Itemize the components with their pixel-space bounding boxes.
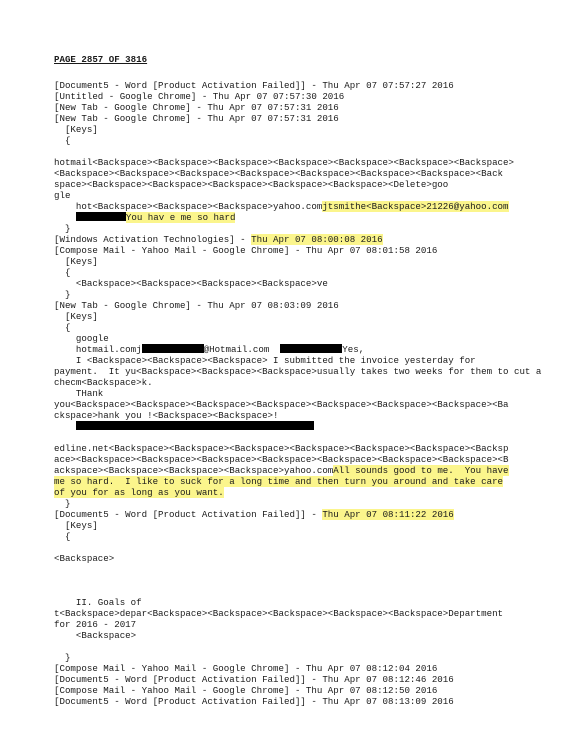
log-text: [Compose Mail - Yahoo Mail - Google Chrome] - Thu Apr 07 08:12:50 2016: [54, 685, 438, 696]
log-line: [54, 311, 98, 322]
log-text: {: [54, 531, 71, 542]
log-text: checm<Backspace>k.: [54, 377, 153, 388]
log-text: [New Tab - Google Chrome] - Thu Apr 07 08:03:09 2016: [54, 300, 339, 311]
log-line: [54, 333, 109, 344]
log-line: [54, 234, 383, 245]
highlighted-text: me so hard. I like to suck for a long time and then turn you around and take care: [54, 476, 504, 487]
log-text: space><Backspace><Backspace><Backspace><Backspace><Backspace><Delete>goo: [54, 179, 449, 190]
log-line: [54, 80, 454, 91]
highlighted-text: You hav e me so hard: [125, 212, 236, 223]
log-text: {: [54, 322, 71, 333]
log-text: }: [54, 289, 71, 300]
log-line: [54, 278, 328, 289]
redaction-bar: [76, 421, 314, 430]
log-text: [Keys]: [54, 124, 98, 135]
log-text: t<Backspace>depar<Backspace><Backspace><Backspace><Backspace><Backspace>Department: [54, 608, 504, 619]
log-line: [54, 531, 70, 542]
log-line: [54, 289, 70, 300]
log-line: [54, 223, 70, 234]
log-text: [New Tab - Google Chrome] - Thu Apr 07 07:57:31 2016: [54, 113, 339, 124]
log-text: for 2016 - 2017: [54, 619, 137, 630]
log-line: [54, 113, 339, 124]
log-text: I <Backspace><Backspace><Backspace> I submitted the invoice yesterday for: [54, 355, 476, 366]
log-text: ackspace><Backspace><Backspace><Backspace>yahoo.com: [54, 465, 334, 476]
log-line: [54, 608, 503, 619]
log-line: [54, 124, 98, 135]
log-line: [54, 212, 235, 223]
log-line: [54, 509, 454, 520]
log-text: [Keys]: [54, 256, 98, 267]
log-line: [54, 597, 142, 608]
log-text: payment. It yu<Backspace><Backspace><Backspace>usually takes two weeks for them to cut a: [54, 366, 542, 377]
log-line: [54, 619, 136, 630]
log-text: <Backspace>: [54, 630, 137, 641]
log-line: [54, 322, 70, 333]
log-line: [54, 630, 136, 641]
highlighted-text: All sounds good to me. You have: [333, 465, 509, 476]
log-text: edline.net<Backspace><Backspace><Backspace><Backspace><Backspace><Backspace><Backsp: [54, 443, 509, 454]
log-text: [Untitled - Google Chrome] - Thu Apr 07 07:57:30 2016: [54, 91, 345, 102]
log-text: hotmail.comj: [54, 344, 142, 355]
log-line: [54, 443, 509, 454]
log-text: google: [54, 333, 109, 344]
log-line: [54, 685, 437, 696]
log-text: {: [54, 135, 71, 146]
highlighted-text: jtsmithe<Backspace>21226@yahoo.com: [322, 201, 509, 212]
log-text: @Hotmail.com: [203, 344, 281, 355]
log-line: [54, 487, 224, 498]
log-text: [54, 421, 76, 432]
log-line: [54, 454, 509, 465]
log-line: [54, 300, 339, 311]
log-text: }: [54, 498, 71, 509]
log-text: Yes,: [342, 344, 365, 355]
log-line: [54, 102, 339, 113]
log-text: }: [54, 652, 71, 663]
log-text: II. Goals of: [54, 597, 142, 608]
log-text: {: [54, 267, 71, 278]
log-line: [54, 157, 514, 168]
log-line: [54, 388, 103, 399]
redaction-bar: [280, 344, 342, 353]
log-line: [54, 465, 509, 476]
log-text: hot<Backspace><Backspace><Backspace>yahoo.com: [54, 201, 323, 212]
log-line: [54, 91, 344, 102]
log-line: [54, 168, 503, 179]
log-text: gle: [54, 190, 71, 201]
log-text: [54, 212, 76, 223]
log-text: [New Tab - Google Chrome] - Thu Apr 07 07:57:31 2016: [54, 102, 339, 113]
log-line: [54, 674, 454, 685]
log-text: <Backspace>: [54, 553, 115, 564]
highlighted-text: of you for as long as you want.: [54, 487, 224, 498]
log-line: [54, 245, 437, 256]
log-line: [54, 377, 153, 388]
log-line: [54, 256, 98, 267]
log-line: [54, 410, 279, 421]
log-text: you<Backspace><Backspace><Backspace><Backspace><Backspace><Backspace><Backspace><Ba: [54, 399, 509, 410]
redaction-bar: [142, 344, 204, 353]
log-text: ckspace>hank you !<Backspace><Backspace>!: [54, 410, 279, 421]
log-line: [54, 652, 70, 663]
log-text: ace><Backspace><Backspace><Backspace><Backspace><Backspace><Backspace><Backspace><B: [54, 454, 509, 465]
log-line: [54, 190, 70, 201]
log-text: [Keys]: [54, 520, 98, 531]
log-text: <Backspace><Backspace><Backspace><Backspace><Backspace><Backspace><Backspace><Back: [54, 168, 504, 179]
log-text: [Document5 - Word [Product Activation Failed]] - Thu Apr 07 08:12:46 2016: [54, 674, 454, 685]
log-line: [54, 663, 437, 674]
log-line: [54, 520, 98, 531]
log-line: [54, 399, 509, 410]
redaction-bar: [76, 212, 126, 221]
log-text: [Keys]: [54, 311, 98, 322]
highlighted-text: Thu Apr 07 08:00:08 2016: [251, 234, 383, 245]
log-text: [Windows Activation Technologies] -: [54, 234, 252, 245]
log-line: [54, 366, 541, 377]
log-line: [54, 135, 70, 146]
log-text: [Document5 - Word [Product Activation Failed]] - Thu Apr 07 08:13:09 2016: [54, 696, 454, 707]
log-line: [54, 355, 476, 366]
highlighted-text: Thu Apr 07 08:11:22 2016: [322, 509, 454, 520]
log-text: }: [54, 223, 71, 234]
log-line: [54, 421, 314, 432]
log-line: [54, 267, 70, 278]
page-header: PAGE 2857 OF 3816: [54, 54, 148, 65]
log-text: [Compose Mail - Yahoo Mail - Google Chrome] - Thu Apr 07 08:01:58 2016: [54, 245, 438, 256]
log-text: [Document5 - Word [Product Activation Failed]] -: [54, 509, 323, 520]
log-line: [54, 696, 454, 707]
log-text: [Compose Mail - Yahoo Mail - Google Chrome] - Thu Apr 07 08:12:04 2016: [54, 663, 438, 674]
log-line: [54, 476, 503, 487]
log-line: [54, 498, 70, 509]
log-text: [Document5 - Word [Product Activation Failed]] - Thu Apr 07 07:57:27 2016: [54, 80, 454, 91]
log-line: [54, 344, 364, 355]
log-text: THank: [54, 388, 104, 399]
log-line: [54, 201, 509, 212]
log-text: hotmail<Backspace><Backspace><Backspace><Backspace><Backspace><Backspace><Backspace>: [54, 157, 514, 168]
log-text: <Backspace><Backspace><Backspace><Backspace>ve: [54, 278, 328, 289]
log-line: [54, 553, 114, 564]
log-line: [54, 179, 448, 190]
